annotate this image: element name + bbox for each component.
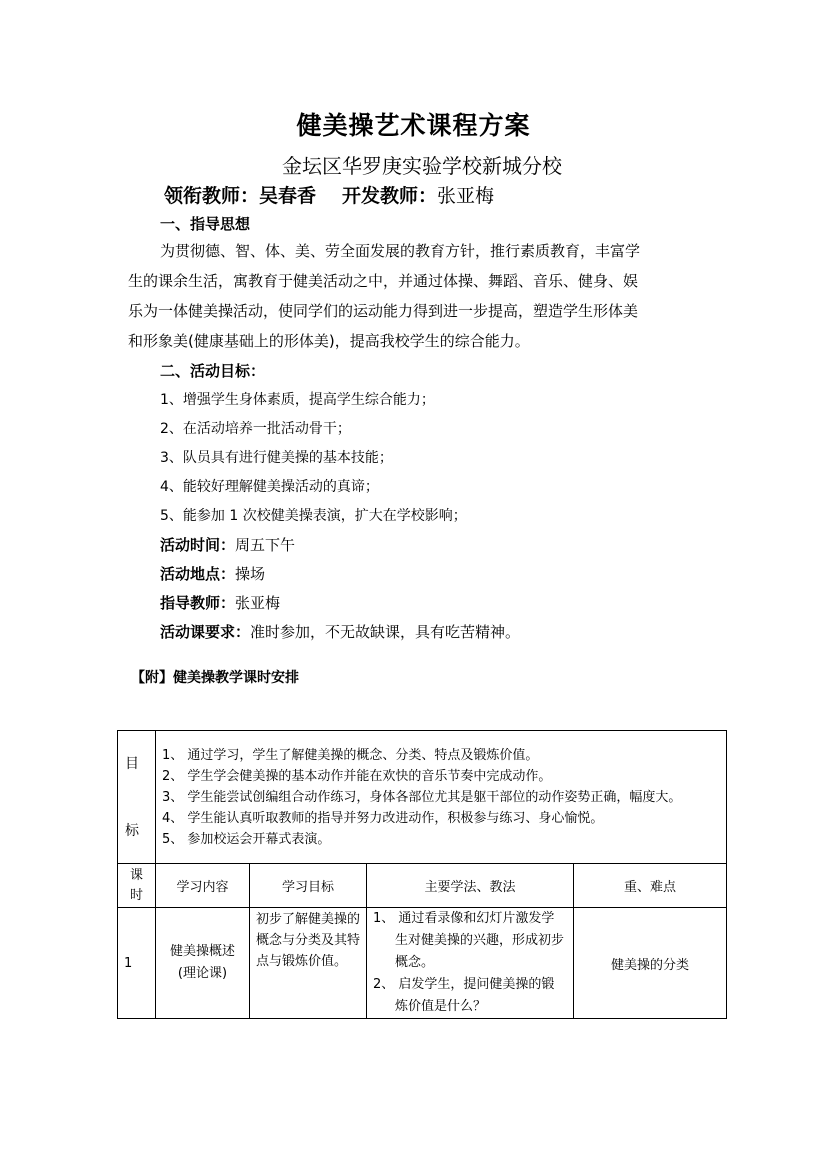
header-method: 主要学法、教法 [367, 864, 574, 908]
goal-label-top: 目 [125, 756, 139, 772]
activity-place: 活动地点：操场 [160, 565, 266, 583]
activity-time: 活动时间：周五下午 [160, 536, 296, 554]
goal-item: 4、能较好理解健美操活动的真谛； [160, 479, 379, 495]
class-requirement: 活动课要求：准时参加，不无故缺课，具有吃苦精神。 [160, 623, 521, 641]
lesson-key-point: 健美操的分类 [574, 908, 727, 1019]
header-key: 重、难点 [574, 864, 727, 908]
section1-line: 生的课余生活，寓教育于健美活动之中，并通过体操、舞蹈、音乐、健身、娱 [128, 272, 639, 290]
table-header-row [118, 864, 727, 908]
appendix-title: 【附】健美操教学课时安排 [131, 670, 299, 686]
lesson-methods [367, 908, 574, 1019]
section1-heading: 一、指导思想 [160, 215, 251, 233]
goal-item: 3、队员具有进行健美操的基本技能； [160, 450, 393, 466]
goal-item: 5、能参加 1 次校健美操表演，扩大在学校影响； [160, 508, 467, 524]
section1-line: 和形象美(健康基础上的形体美)，提高我校学生的综合能力。 [128, 332, 530, 350]
goals-cell [156, 731, 727, 864]
section2-heading: 二、活动目标： [160, 362, 266, 380]
lead-teacher-label: 领衔教师： [164, 185, 260, 207]
goal-line: 4、 学生能认真听取教师的指导并努力改进动作，积极参与练习、身心愉悦。 [162, 810, 604, 826]
lead-teacher-name: 吴春香 [259, 185, 317, 207]
guide-teacher: 指导教师：张亚梅 [160, 594, 281, 612]
goal-item: 1、增强学生身体素质，提高学生综合能力； [160, 392, 435, 408]
school-name: 金坛区华罗庚实验学校新城分校 [282, 154, 562, 178]
goal-line: 3、 学生能尝试创编组合动作练习，身体各部位尤其是躯干部位的动作姿势正确，幅度大。 [162, 789, 682, 805]
lesson-number: 1 [118, 908, 156, 1019]
lesson-target: 初步了解健美操的概念与分类及其特点与锻炼价值。 [250, 908, 367, 1019]
dev-teacher-label: 开发教师： [342, 185, 438, 207]
section1-line: 为贯彻德、智、体、美、劳全面发展的教育方针，推行素质教育，丰富学 [160, 242, 641, 260]
schedule-table [117, 730, 727, 1019]
method-line: 2、 启发学生，提问健美操的锻炼价值是什么？ [373, 977, 555, 1014]
dev-teacher-name: 张亚梅 [437, 185, 495, 207]
header-content: 学习内容 [156, 864, 250, 908]
goal-line: 2、 学生学会健美操的基本动作并能在欢快的音乐节奏中完成动作。 [162, 768, 552, 784]
teachers-line [164, 181, 494, 208]
method-line: 1、 通过看录像和幻灯片激发学生对健美操的兴趣，形成初步概念。 [373, 911, 565, 970]
header-lesson: 课 时 [118, 864, 156, 908]
goal-label-cell [118, 731, 156, 864]
section1-line: 乐为一体健美操活动，使同学们的运动能力得到进一步提高，塑造学生形体美 [128, 302, 639, 320]
lesson-content: 健美操概述(理论课) [156, 908, 250, 1019]
document-title: 健美操艺术课程方案 [296, 111, 531, 140]
goal-line: 5、 参加校运会开幕式表演。 [162, 831, 331, 847]
goals-row [118, 731, 727, 864]
header-target: 学习目标 [250, 864, 367, 908]
goal-label-bottom: 标 [125, 823, 139, 839]
goal-line: 1、 通过学习，学生了解健美操的概念、分类、特点及锻炼价值。 [162, 747, 539, 763]
goal-item: 2、在活动培养一批活动骨干； [160, 421, 351, 437]
table-row [118, 908, 727, 1019]
